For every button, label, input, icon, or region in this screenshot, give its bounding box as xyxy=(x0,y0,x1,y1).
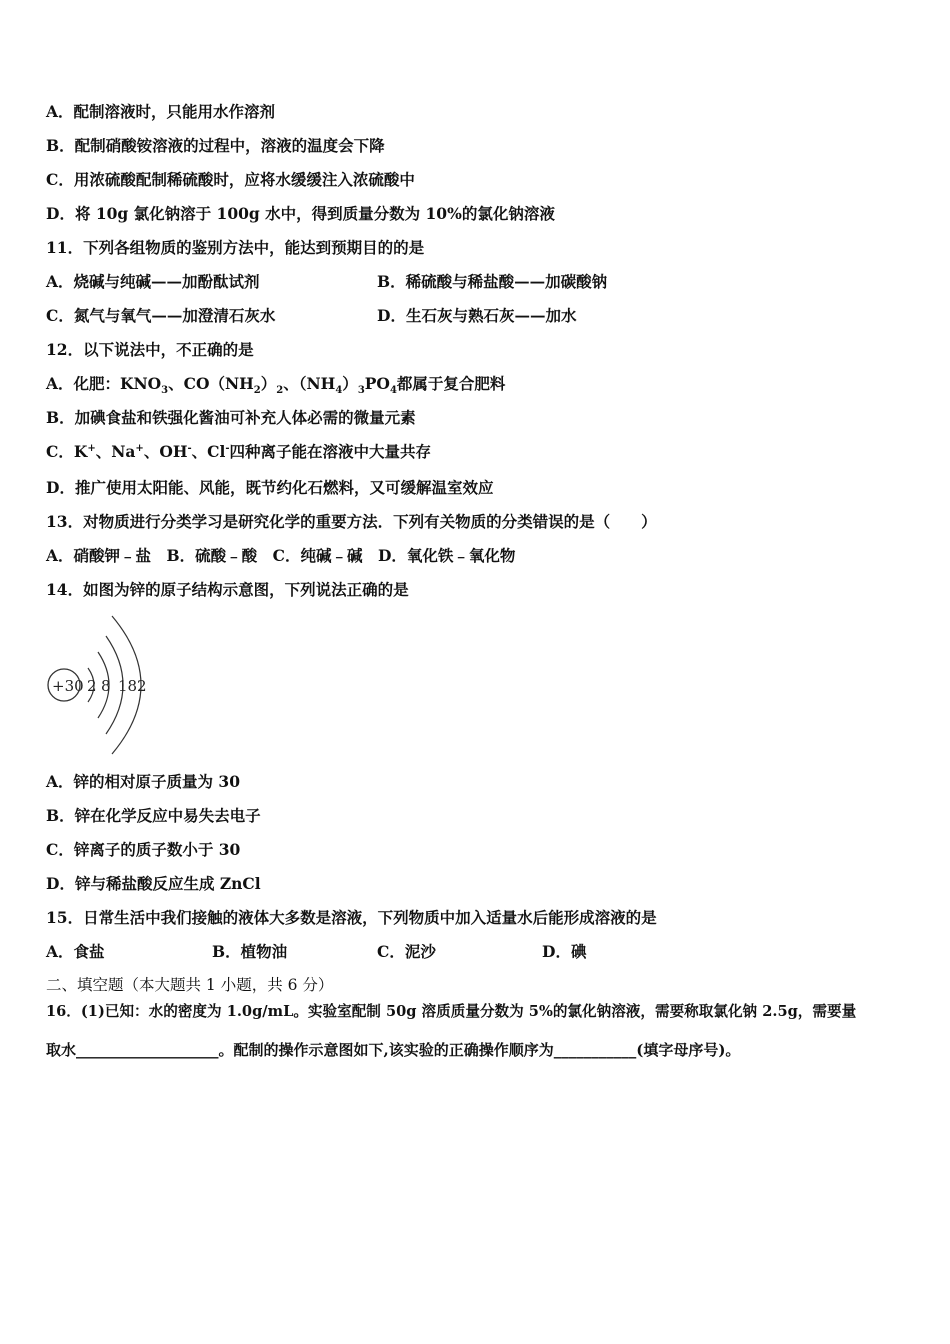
q10-option-b: B．配制硝酸铵溶液的过程中，溶液的温度会下降 xyxy=(46,136,385,155)
shell-4-electrons: 2 xyxy=(137,677,147,695)
q11-option-d: D．生石灰与熟石灰——加水 xyxy=(377,306,577,325)
q14-option-d: D．锌与稀盐酸反应生成 ZnCl xyxy=(46,874,261,893)
q12-option-c: C．K+、Na+、OH-、Cl-四种离子能在溶液中大量共存 xyxy=(46,442,432,461)
q10-option-a: A．配制溶液时，只能用水作溶剂 xyxy=(46,102,276,121)
q15-stem: 15．日常生活中我们接触的液体大多数是溶液，下列物质中加入适量水后能形成溶液的是 xyxy=(46,908,657,927)
shell-3-electrons: 18 xyxy=(118,677,138,695)
q15-option-c: C．泥沙 xyxy=(377,942,436,961)
q15-option-b: B．植物油 xyxy=(212,942,288,961)
q12-stem: 12．以下说法中，不正确的是 xyxy=(46,340,254,359)
q12-option-d: D．推广使用太阳能、风能，既节约化石燃料，又可缓解温室效应 xyxy=(46,478,494,497)
q15-option-a: A．食盐 xyxy=(46,942,105,961)
q12-option-a: A．化肥：$KNO_3$、$CO(NH_2)_2$、$(NH_4)_3PO_4$都属于复合肥料 xyxy=(46,374,506,397)
zinc-atom-structure-diagram xyxy=(44,612,164,756)
q14-option-a: A．锌的相对原子质量为 30 xyxy=(46,772,240,791)
q11-stem: 11．下列各组物质的鉴别方法中，能达到预期目的的是 xyxy=(46,238,425,257)
shell-1-electrons: 2 xyxy=(87,677,97,695)
nucleus-charge: +30 xyxy=(52,677,84,695)
q13-stem: 13．对物质进行分类学习是研究化学的重要方法．下列有关物质的分类错误的是（ ） xyxy=(46,512,657,531)
q10-option-d: D．将 10g 氯化钠溶于 100g 水中，得到质量分数为 10%的氯化钠溶液 xyxy=(46,204,555,223)
q16-line-2: 取水___________________。配制的操作示意图如下,该实验的正确操作顺序为___________(填字母序号)。 xyxy=(46,1041,741,1059)
q16-line-1: 16．(1)已知：水的密度为 1.0g/mL。实验室配制 50g 溶质质量分数为 5%的氯化钠溶液，需要称取氯化钠 2.5g，需要量 xyxy=(46,1003,857,1020)
section-2-title: 二、填空题（本大题共 1 小题，共 6 分） xyxy=(46,976,334,994)
q11-option-b: B．稀硫酸与稀盐酸——加碳酸钠 xyxy=(377,272,608,291)
q13-options: A．硝酸钾﹣盐 B．硫酸﹣酸 C．纯碱﹣碱 D．氧化铁﹣氧化物 xyxy=(46,546,516,565)
q10-option-c: C．用浓硫酸配制稀硫酸时，应将水缓缓注入浓硫酸中 xyxy=(46,170,415,189)
q11-option-a: A．烧碱与纯碱——加酚酞试剂 xyxy=(46,272,260,291)
q14-option-c: C．锌离子的质子数小于 30 xyxy=(46,840,241,859)
q15-option-d: D．碘 xyxy=(542,942,587,961)
shell-2-electrons: 8 xyxy=(101,677,111,695)
q11-option-c: C．氮气与氧气——加澄清石灰水 xyxy=(46,306,276,325)
q12-option-b: B．加碘食盐和铁强化酱油可补充人体必需的微量元素 xyxy=(46,408,416,427)
q14-stem: 14．如图为锌的原子结构示意图，下列说法正确的是 xyxy=(46,580,409,599)
q14-option-b: B．锌在化学反应中易失去电子 xyxy=(46,806,261,825)
